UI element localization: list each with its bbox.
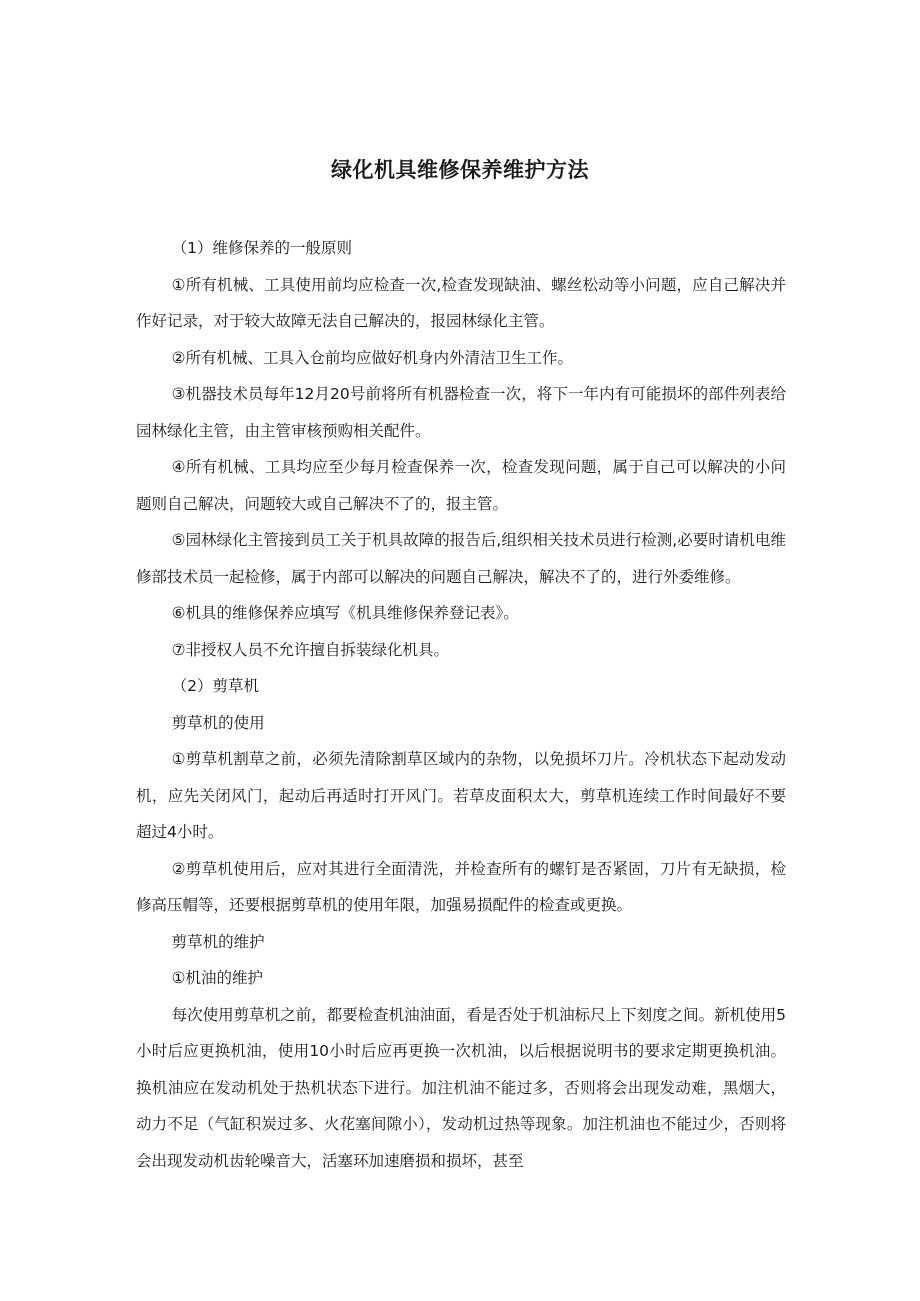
section-heading-1: （1）维修保养的一般原则 [171,239,353,257]
paragraph: ③机器技术员每年12月20号前将所有机器检查一次，将下一年内有可能损坏的部件列表给园林绿化主管，由主管审核预购相关配件。 [136,385,786,440]
paragraph: ④所有机械、工具均应至少每月检查保养一次，检查发现问题，属于自己可以解决的小问题则自己解决，问题较大或自己解决不了的，报主管。 [136,458,786,513]
paragraph: ⑦非授权人员不允许擅自拆装绿化机具。 [171,640,450,659]
paragraph: ⑤园林绿化主管接到员工关于机具故障的报告后,组织相关技术员进行检测,必要时请机电维修部技术员一起检修，属于内部可以解决的问题自己解决，解决不了的，进行外委维修。 [136,531,786,586]
paragraph: ②剪草机使用后，应对其进行全面清洗，并检查所有的螺钉是否紧固，刀片有无缺损，检修高压帽等，还要根据剪草机的使用年限，加强易损配件的检查或更换。 [136,859,786,914]
section-heading-2: （2）剪草机 [171,677,260,695]
paragraph: ①剪草机割草之前，必须先清除割草区域内的杂物，以免损坏刀片。冷机状态下起动发动机，应先关闭风门，起动后再适时打开风门。若草皮面积太大，剪草机连续工作时间最好不要超过4小时。 [136,750,786,841]
paragraph: ⑥机具的维修保养应填写《机具维修保养登记表》。 [171,604,519,622]
document-title: 绿化机具维修保养维护方法 [331,158,589,182]
subheading-oil: ①机油的维护 [171,969,264,987]
paragraph: 每次使用剪草机之前，都要检查机油油面，看是否处于机油标尺上下刻度之间。新机使用5小时后应更换机油，使用10小时后应再更换一次机油，以后根据说明书的要求定期更换机油。换机油应在发动机处于热机状态下进行。加注机油不能过多，否则将会出现发动难，黑烟大，动力不足（气缸积炭过多、火花塞间隙小），发动机过热等现象。加注机油也不能过少，否则将会出现发动机齿轮噪音大，活塞环加速磨损和损坏，甚至 [136,1005,787,1170]
paragraph: ②所有机械、工具入仓前均应做好机身内外清洁卫生工作。 [171,348,574,367]
document-body [136,230,786,1179]
subheading-maintenance: 剪草机的维护 [171,932,265,951]
subheading-usage: 剪草机的使用 [171,713,265,732]
paragraph: ①所有机械、工具使用前均应检查一次,检查发现缺油、螺丝松动等小问题，应自己解决并作好记录，对于较大故障无法自己解决的，报园林绿化主管。 [136,275,786,330]
